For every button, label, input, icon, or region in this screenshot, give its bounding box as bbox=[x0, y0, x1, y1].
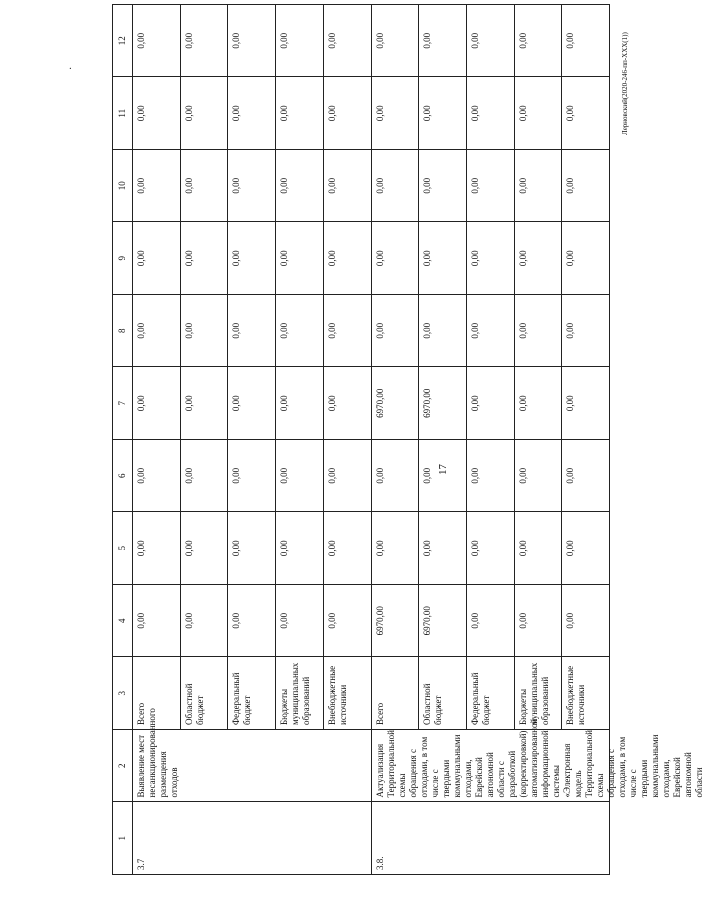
value-cell: 0,00 bbox=[132, 585, 180, 658]
value-cell: 0,00 bbox=[275, 78, 323, 151]
funding-source: Всего bbox=[371, 658, 419, 731]
value-cell: 0,00 bbox=[132, 440, 180, 513]
value-cell: 0,00 bbox=[371, 5, 419, 78]
value-cell: 0,00 bbox=[514, 223, 562, 296]
value-cell: 0,00 bbox=[466, 585, 514, 658]
column-header-1: 1 bbox=[112, 803, 132, 876]
value-cell: 0,00 bbox=[514, 5, 562, 78]
column-header-10: 10 bbox=[112, 150, 132, 223]
value-cell: 0,00 bbox=[466, 5, 514, 78]
value-cell: 0,00 bbox=[323, 440, 371, 513]
value-cell: 0,00 bbox=[132, 78, 180, 151]
value-cell: 0,00 bbox=[371, 513, 419, 586]
value-cell: 6970,00 bbox=[371, 585, 419, 658]
value-cell: 0,00 bbox=[561, 585, 609, 658]
value-cell: 0,00 bbox=[514, 513, 562, 586]
value-cell: 0,00 bbox=[323, 78, 371, 151]
value-cell: 0,00 bbox=[466, 223, 514, 296]
value-cell: 0,00 bbox=[418, 223, 466, 296]
value-cell: 0,00 bbox=[275, 513, 323, 586]
value-cell: 0,00 bbox=[227, 150, 275, 223]
value-cell: 0,00 bbox=[466, 513, 514, 586]
value-cell: 0,00 bbox=[323, 150, 371, 223]
value-cell: 0,00 bbox=[180, 585, 228, 658]
value-cell: 0,00 bbox=[418, 295, 466, 368]
value-cell: 0,00 bbox=[561, 78, 609, 151]
value-cell: 0,00 bbox=[180, 440, 228, 513]
value-cell: 0,00 bbox=[561, 295, 609, 368]
value-cell: 0,00 bbox=[466, 295, 514, 368]
value-cell: 0,00 bbox=[466, 440, 514, 513]
value-cell: 0,00 bbox=[514, 440, 562, 513]
stray-mark: · bbox=[66, 66, 77, 70]
value-cell: 0,00 bbox=[132, 223, 180, 296]
funding-source: Федеральный бюджет bbox=[227, 658, 275, 731]
value-cell: 0,00 bbox=[371, 150, 419, 223]
value-cell: 0,00 bbox=[371, 440, 419, 513]
value-cell: 0,00 bbox=[227, 440, 275, 513]
value-cell: 0,00 bbox=[418, 150, 466, 223]
funding-source: Областной бюджет bbox=[180, 658, 228, 731]
column-header-8: 8 bbox=[112, 295, 132, 368]
value-cell: 0,00 bbox=[180, 150, 228, 223]
value-cell: 0,00 bbox=[466, 150, 514, 223]
value-cell: 0,00 bbox=[132, 513, 180, 586]
value-cell: 0,00 bbox=[323, 513, 371, 586]
value-cell: 0,00 bbox=[227, 223, 275, 296]
value-cell: 0,00 bbox=[323, 368, 371, 441]
value-cell: 6970,00 bbox=[371, 368, 419, 441]
value-cell: 0,00 bbox=[275, 5, 323, 78]
value-cell: 0,00 bbox=[132, 368, 180, 441]
column-header-6: 6 bbox=[112, 440, 132, 513]
column-header-5: 5 bbox=[112, 513, 132, 586]
value-cell: 0,00 bbox=[323, 295, 371, 368]
column-header-4: 4 bbox=[112, 585, 132, 658]
value-cell: 0,00 bbox=[275, 295, 323, 368]
value-cell: 0,00 bbox=[418, 5, 466, 78]
value-cell: 0,00 bbox=[275, 585, 323, 658]
value-cell: 0,00 bbox=[275, 223, 323, 296]
column-header-11: 11 bbox=[112, 78, 132, 151]
funding-source: Бюджеты муниципальных образований bbox=[514, 658, 562, 731]
column-header-12: 12 bbox=[112, 5, 132, 78]
value-cell: 0,00 bbox=[418, 440, 466, 513]
funding-source: Внебюджетные источники bbox=[323, 658, 371, 731]
column-header-3: 3 bbox=[112, 658, 132, 731]
section-number: 3.7 bbox=[132, 803, 371, 876]
value-cell: 0,00 bbox=[227, 5, 275, 78]
value-cell: 0,00 bbox=[561, 223, 609, 296]
value-cell: 0,00 bbox=[561, 150, 609, 223]
section-title: Актуализация Территориальной схемы обращения с отходами, в том числе с твердыми коммунальными отходами, Еврейской автономной области с разработкой (корректировкой) автоматизированной информационной системы «Электронная модель Территориальной схемы обращения с отходами, в том числе с твердыми коммунальными отходами, Еврейской автономной области bbox=[371, 730, 610, 803]
funding-source: Всего bbox=[132, 658, 180, 731]
column-header-9: 9 bbox=[112, 223, 132, 296]
value-cell: 0,00 bbox=[323, 223, 371, 296]
value-cell: 0,00 bbox=[132, 295, 180, 368]
value-cell: 0,00 bbox=[561, 440, 609, 513]
value-cell: 0,00 bbox=[561, 368, 609, 441]
value-cell: 0,00 bbox=[132, 150, 180, 223]
value-cell: 0,00 bbox=[275, 150, 323, 223]
value-cell: 0,00 bbox=[418, 513, 466, 586]
value-cell: 6970,00 bbox=[418, 585, 466, 658]
funding-source: Внебюджетные источники bbox=[561, 658, 609, 731]
value-cell: 0,00 bbox=[514, 78, 562, 151]
value-cell: 0,00 bbox=[180, 295, 228, 368]
value-cell: 0,00 bbox=[180, 5, 228, 78]
value-cell: 0,00 bbox=[466, 368, 514, 441]
value-cell: 0,00 bbox=[371, 78, 419, 151]
value-cell: 0,00 bbox=[514, 150, 562, 223]
section-number: 3.8. bbox=[371, 803, 610, 876]
column-header-2: 2 bbox=[112, 730, 132, 803]
value-cell: 0,00 bbox=[227, 78, 275, 151]
value-cell: 0,00 bbox=[418, 78, 466, 151]
value-cell: 0,00 bbox=[227, 295, 275, 368]
value-cell: 0,00 bbox=[275, 368, 323, 441]
value-cell: 0,00 bbox=[227, 513, 275, 586]
value-cell: 0,00 bbox=[514, 295, 562, 368]
value-cell: 6970,00 bbox=[418, 368, 466, 441]
value-cell: 0,00 bbox=[466, 78, 514, 151]
value-cell: 0,00 bbox=[371, 295, 419, 368]
value-cell: 0,00 bbox=[132, 5, 180, 78]
value-cell: 0,00 bbox=[275, 440, 323, 513]
value-cell: 0,00 bbox=[514, 585, 562, 658]
column-header-7: 7 bbox=[112, 368, 132, 441]
funding-source: Бюджеты муниципальных образований bbox=[275, 658, 323, 731]
value-cell: 0,00 bbox=[561, 513, 609, 586]
funding-source: Федеральный бюджет bbox=[466, 658, 514, 731]
document-footer: Лерновский(2020-246-пп-ХХХ(1)) bbox=[621, 32, 629, 135]
value-cell: 0,00 bbox=[180, 368, 228, 441]
value-cell: 0,00 bbox=[514, 368, 562, 441]
value-cell: 0,00 bbox=[227, 585, 275, 658]
funding-source: Областной бюджет bbox=[418, 658, 466, 731]
value-cell: 0,00 bbox=[227, 368, 275, 441]
value-cell: 0,00 bbox=[371, 223, 419, 296]
value-cell: 0,00 bbox=[561, 5, 609, 78]
value-cell: 0,00 bbox=[180, 513, 228, 586]
value-cell: 0,00 bbox=[323, 5, 371, 78]
value-cell: 0,00 bbox=[180, 223, 228, 296]
value-cell: 0,00 bbox=[180, 78, 228, 151]
section-title: Выявление мест несанкционированного размещения отходов bbox=[132, 730, 371, 803]
value-cell: 0,00 bbox=[323, 585, 371, 658]
page-number: 17 bbox=[437, 464, 449, 475]
